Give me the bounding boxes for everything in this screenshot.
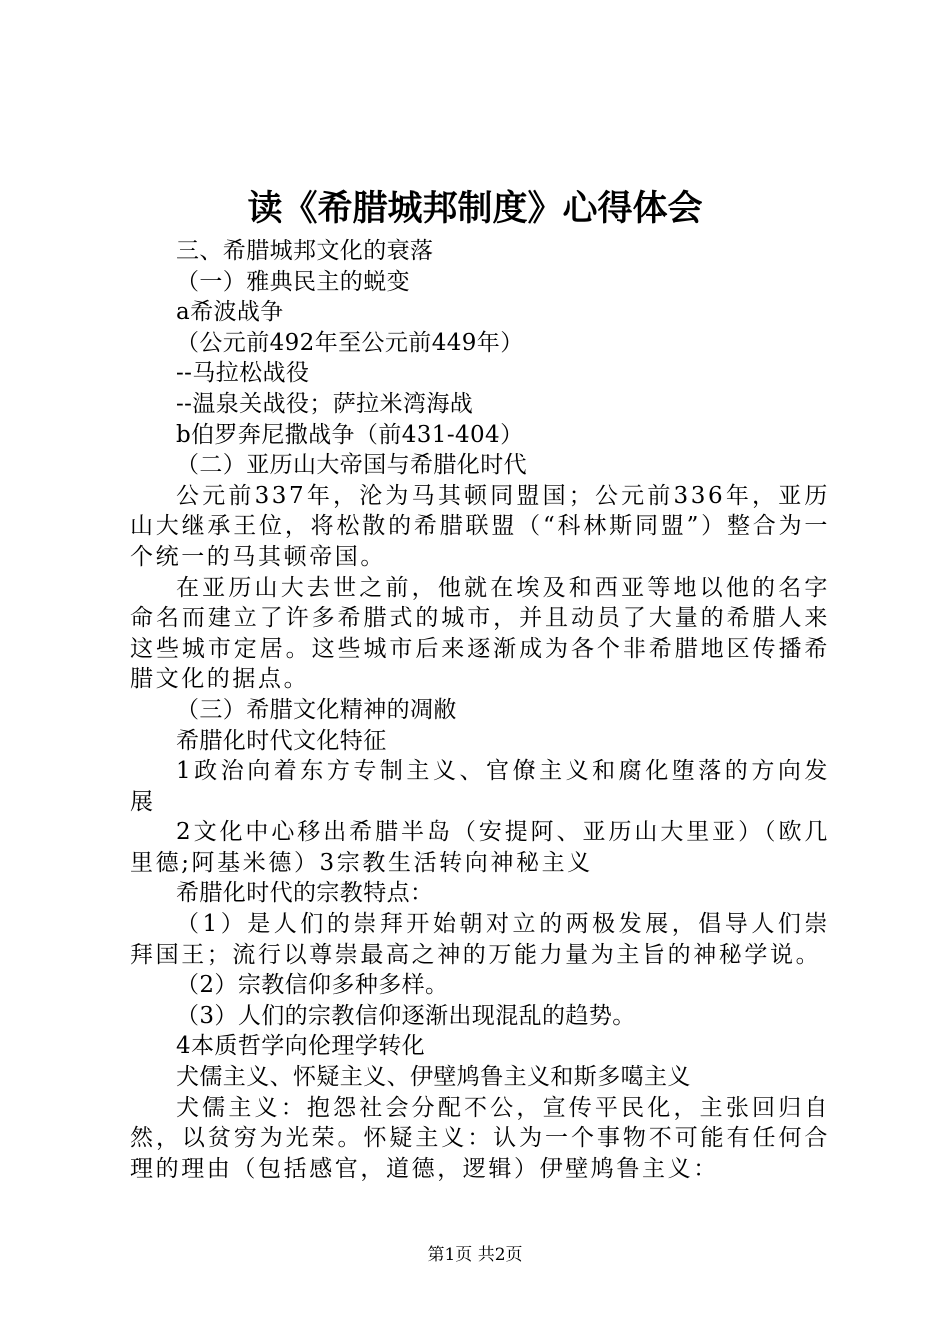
list-item: （3）人们的宗教信仰逐渐出现混乱的趋势。 [176, 1002, 636, 1029]
list-item: （1）是人们的崇拜开始朝对立的两极发展，倡导人们崇拜国王；流行以尊崇最高之神的万能力量为主旨的神秘学说。 [130, 911, 830, 968]
list-item: 希腊化时代的宗教特点： [176, 880, 434, 907]
subsection-heading: （一）雅典民主的蜕变 [176, 268, 410, 295]
document-body [130, 236, 830, 1184]
subsection-heading: （三）希腊文化精神的凋敝 [176, 696, 457, 723]
section-heading: 三、希腊城邦文化的衰落 [176, 238, 434, 264]
subsection-heading: （二）亚历山大帝国与希腊化时代 [176, 452, 527, 479]
list-item: b伯罗奔尼撒战争（前431-404） [176, 421, 524, 448]
document-title: 读《希腊城邦制度》心得体会 [247, 189, 703, 229]
body-paragraph: 公元前337年，沦为马其顿同盟国；公元前336年，亚历山大继承王位，将松散的希腊联盟（“科林斯同盟”）整合为一个统一的马其顿帝国。 [130, 482, 830, 570]
list-item: 犬儒主义、怀疑主义、伊壁鸠鲁主义和斯多噶主义 [176, 1064, 691, 1091]
body-paragraph: 在亚历山大去世之前，他就在埃及和西亚等地以他的名字命名而建立了许多希腊式的城市，并且动员了大量的希腊人来这些城市定居。这些城市后来逐渐成为各个非希腊地区传播希腊文化的据点。 [130, 574, 830, 693]
list-item: 2文化中心移出希腊半岛（安提阿、亚历山大里亚）（欧几里德;阿基米德）3宗教生活转向神秘主义 [130, 819, 830, 876]
list-item: 4本质哲学向伦理学转化 [176, 1033, 426, 1060]
list-item: --马拉松战役 [176, 360, 310, 387]
list-item: 希腊化时代文化特征 [176, 727, 387, 754]
list-item: （公元前492年至公元前449年） [176, 329, 524, 356]
list-item: （2）宗教信仰多种多样。 [176, 972, 449, 999]
list-item: a希波战争 [176, 299, 284, 326]
list-item: 1政治向着东方专制主义、官僚主义和腐化堕落的方向发展 [130, 758, 830, 815]
body-paragraph: 犬儒主义：抱怨社会分配不公，宣传平民化，主张回归自然，以贫穷为光荣。怀疑主义：认为一个事物不可能有任何合理的理由（包括感官，道德，逻辑）伊壁鸠鲁主义： [130, 1094, 830, 1182]
list-item: --温泉关战役；萨拉米湾海战 [176, 390, 474, 417]
page-footer: 第1页 共2页 [427, 1245, 523, 1265]
